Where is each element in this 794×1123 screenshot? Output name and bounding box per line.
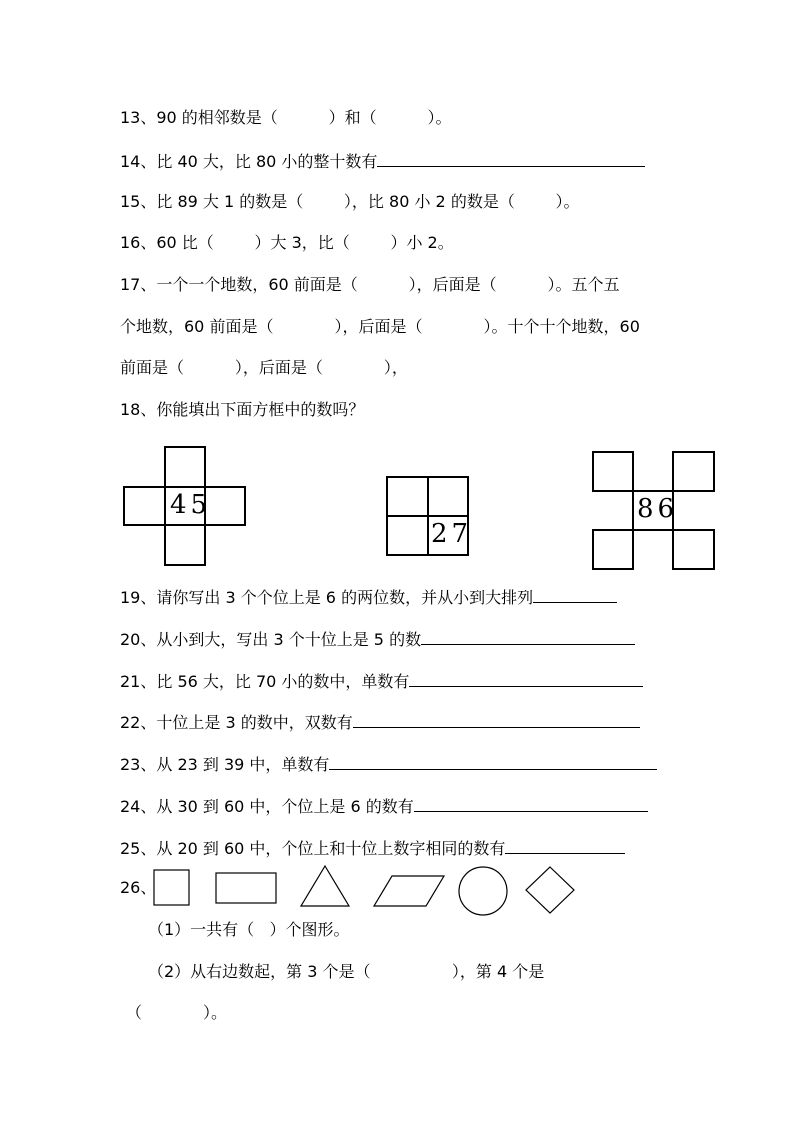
question-15: 15、比 89 大 1 的数是（ ），比 80 小 2 的数是（ ）。 <box>120 192 580 211</box>
rectangle-shape <box>216 873 276 903</box>
question-26-part-3: （ ）。 <box>126 1003 228 1022</box>
question-26: 26、 <box>120 878 157 897</box>
question-17-line-3: 前面是（ ），后面是（ ）， <box>120 358 408 377</box>
question-17-line-1: 17、一个一个地数，60 前面是（ ），后面是（ ）。五个五 <box>120 275 620 294</box>
parallelogram-shape <box>374 876 444 906</box>
question-26-part-1: （1）一共有（ ）个图形。 <box>148 920 350 939</box>
question-25-text: 25、从 20 到 60 中，个位上和十位上数字相同的数有 <box>120 839 506 858</box>
question-16: 16、60 比（ ）大 3，比（ ）小 2。 <box>120 233 454 252</box>
circle-shape <box>459 867 507 915</box>
question-18: 18、你能填出下面方框中的数吗？ <box>120 400 365 419</box>
question-22-text: 22、十位上是 3 的数中，双数有 <box>120 713 353 732</box>
question-13: 13、90 的相邻数是（ ）和（ ）。 <box>120 108 452 127</box>
question-17-line-2: 个地数，60 前面是（ ），后面是（ ）。十个十个地数，60 <box>120 317 640 336</box>
diamond-shape <box>526 867 574 913</box>
square-shape <box>154 870 189 905</box>
x-center-number: 86 <box>637 494 679 524</box>
question-14-text: 14、比 40 大，比 80 小的整十数有 <box>120 152 378 171</box>
square-number: 27 <box>431 519 473 549</box>
cross-center-number: 45 <box>170 490 212 520</box>
question-19-text: 19、请你写出 3 个个位上是 6 的两位数，并从小到大排列 <box>120 588 534 607</box>
question-26-part-2: （2）从右边数起，第 3 个是（ ），第 4 个是 <box>148 962 545 981</box>
question-20-text: 20、从小到大，写出 3 个十位上是 5 的数 <box>120 630 422 649</box>
question-23-text: 23、从 23 到 39 中，单数有 <box>120 755 330 774</box>
triangle-shape <box>301 866 349 906</box>
question-24-text: 24、从 30 到 60 中，个位上是 6 的数有 <box>120 797 414 816</box>
question-21-text: 21、比 56 大，比 70 小的数中，单数有 <box>120 672 410 691</box>
